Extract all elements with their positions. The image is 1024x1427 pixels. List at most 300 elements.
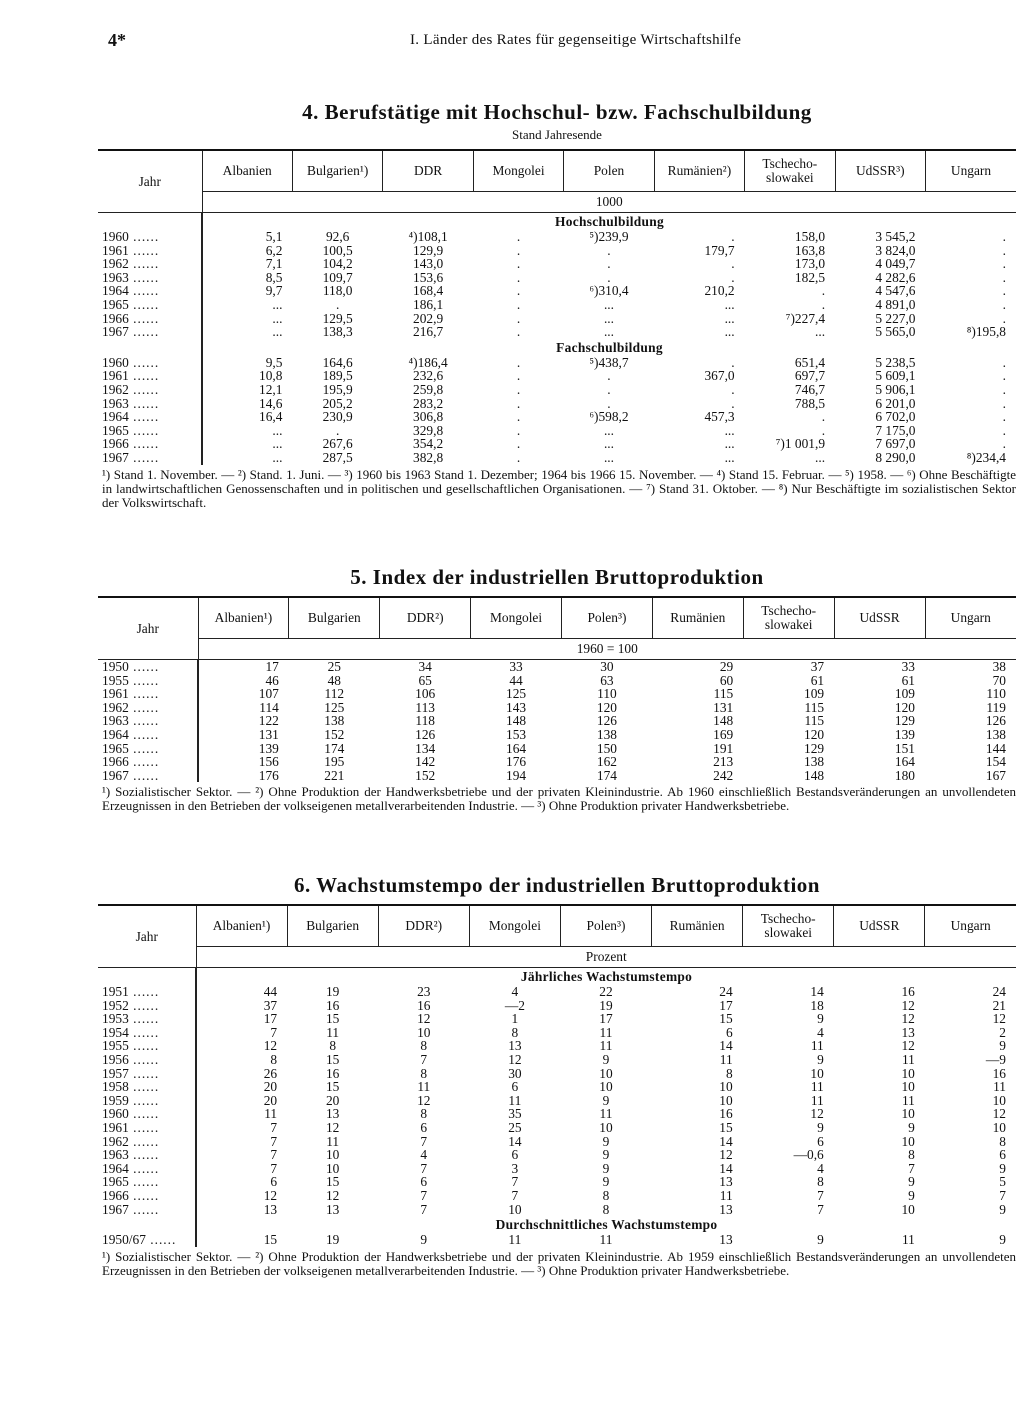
table-cell: 10 bbox=[810, 1065, 824, 1081]
header-row bbox=[98, 597, 1016, 639]
table-cell: . bbox=[731, 354, 735, 370]
table-cell: 11 bbox=[810, 1092, 824, 1108]
table-cell: 746,7 bbox=[794, 381, 826, 397]
table-cell: 20 bbox=[325, 1092, 340, 1108]
table-section-6 bbox=[98, 873, 1016, 1278]
year-label: 1960 bbox=[102, 229, 129, 244]
table-cell: 9 bbox=[817, 1011, 824, 1027]
year-cell bbox=[98, 1233, 196, 1247]
table-cell: . bbox=[1002, 310, 1006, 326]
table-cell: 25 bbox=[327, 659, 341, 674]
table-cell: 9 bbox=[602, 1174, 610, 1190]
footnotes: ¹) Sozialistischer Sektor. — ²) Ohne Produktion der Handwerksbetriebe und der privaten Kleinindustrie. Ab 1960 einschließlich Bestandsveränderungen an unvollendeten Erzeugnissen in den Betrieben der volkseigenen metallverarbeitenden Industrie. — ³) Ohne Produktion privater Handwerksbetriebe. bbox=[102, 784, 1016, 814]
table-cell: ⁷)1 001,9 bbox=[775, 436, 826, 452]
table-cell: 34 bbox=[418, 659, 432, 674]
table-cell: 129 bbox=[894, 713, 915, 729]
table-row bbox=[98, 437, 1016, 451]
group-heading-row bbox=[98, 968, 1016, 986]
table-cell: 6 bbox=[270, 1174, 278, 1190]
table-cell: 7 bbox=[420, 1160, 428, 1176]
table-cell: —2 bbox=[504, 997, 525, 1013]
table-cell: 10 bbox=[901, 1079, 915, 1095]
table-row bbox=[98, 714, 1016, 728]
table-cell: 4 bbox=[817, 1160, 824, 1176]
column-header: Ungarn bbox=[925, 597, 1016, 639]
table-cell: . bbox=[516, 381, 521, 397]
table-cell: 138 bbox=[985, 726, 1006, 742]
table-cell: 4 bbox=[817, 1024, 824, 1040]
table-cell: 35 bbox=[508, 1106, 522, 1122]
table-cell: 6,2 bbox=[265, 242, 283, 258]
table-cell: 180 bbox=[894, 767, 915, 783]
table-cell: 33 bbox=[901, 659, 915, 674]
leader-dots: ...... bbox=[128, 726, 160, 742]
leader-dots: ...... bbox=[128, 1051, 160, 1067]
unit-label: 1000 bbox=[202, 192, 1016, 213]
column-header: Rumänien bbox=[652, 597, 743, 639]
table-cell: 7 bbox=[420, 1051, 428, 1067]
table-cell: . bbox=[516, 395, 521, 411]
year-label: 1962 bbox=[102, 381, 129, 397]
table-row bbox=[98, 701, 1016, 715]
table-cell: 10,8 bbox=[259, 368, 283, 384]
table-cell: 120 bbox=[894, 699, 915, 715]
table-cell: 179,7 bbox=[704, 242, 735, 258]
table-cell: 7 697,0 bbox=[875, 436, 916, 452]
table-cell: 7 bbox=[270, 1133, 278, 1149]
table-cell: 12 bbox=[719, 1147, 733, 1163]
table-section-4 bbox=[98, 100, 1016, 510]
leader-dots: ...... bbox=[128, 1119, 160, 1135]
table-row bbox=[98, 1053, 1016, 1067]
table-row bbox=[98, 271, 1016, 285]
table-cell: 287,5 bbox=[322, 449, 353, 465]
table-cell: 29 bbox=[719, 659, 734, 674]
table-cell: 9 bbox=[602, 1147, 610, 1163]
table-cell: . bbox=[607, 242, 611, 258]
table-cell: 14,6 bbox=[259, 395, 283, 411]
table-cell: 143,0 bbox=[413, 256, 444, 272]
table-row bbox=[98, 284, 1016, 298]
table-cell: 12 bbox=[992, 1106, 1006, 1122]
table-cell: . bbox=[516, 368, 521, 384]
table-cell: 9 bbox=[908, 1119, 915, 1135]
table-cell: 14 bbox=[719, 1038, 733, 1054]
year-cell bbox=[98, 1203, 196, 1217]
table-cell: 25 bbox=[508, 1119, 522, 1135]
table-cell: 10 bbox=[508, 1201, 522, 1217]
year-label: 1963 bbox=[102, 1147, 129, 1163]
year-label: 1964 bbox=[102, 409, 129, 425]
year-cell bbox=[98, 1094, 196, 1108]
table-cell: . bbox=[607, 381, 611, 397]
column-header: Tschecho-slowakei bbox=[745, 150, 835, 192]
year-label: 1964 bbox=[102, 1160, 129, 1176]
table-row bbox=[98, 1233, 1016, 1247]
table-cell: 13 bbox=[263, 1201, 278, 1217]
table-cell: 131 bbox=[713, 699, 734, 715]
table-cell: 15 bbox=[325, 1079, 340, 1095]
table-cell: ... bbox=[603, 324, 614, 340]
table-cell: 138 bbox=[804, 754, 825, 770]
table-cell: . bbox=[1002, 381, 1006, 397]
table-cell: 9 bbox=[908, 1174, 915, 1190]
table-cell: 164 bbox=[506, 740, 527, 756]
table-row bbox=[98, 397, 1016, 411]
page-number: 4* bbox=[108, 30, 126, 50]
year-cell bbox=[98, 339, 202, 356]
table-cell: 70 bbox=[992, 672, 1006, 688]
table-cell: 122 bbox=[258, 713, 279, 729]
table-cell: 16 bbox=[901, 984, 915, 999]
table-cell: 19 bbox=[599, 997, 613, 1013]
table-cell: 11 bbox=[508, 1092, 522, 1108]
table-cell: 17 bbox=[719, 997, 733, 1013]
table-cell: 16,4 bbox=[259, 409, 283, 425]
column-header: Mongolei bbox=[469, 905, 560, 947]
table-cell: 11 bbox=[417, 1079, 431, 1095]
table-cell: 12 bbox=[325, 1187, 340, 1203]
table-cell: ⁸)195,8 bbox=[966, 324, 1006, 340]
table-cell: . bbox=[335, 296, 340, 312]
year-cell bbox=[98, 968, 196, 986]
table-cell: ⁵)438,7 bbox=[589, 354, 629, 370]
table-cell: 10 bbox=[325, 1160, 340, 1176]
table-cell: ... bbox=[603, 310, 614, 326]
table-cell: 9 bbox=[602, 1051, 610, 1067]
table-cell: 8,5 bbox=[265, 269, 283, 285]
year-label: 1950 bbox=[102, 659, 129, 674]
table-cell: ... bbox=[815, 324, 826, 340]
table-cell: 144 bbox=[985, 740, 1006, 756]
leader-dots: ...... bbox=[128, 713, 160, 729]
year-cell bbox=[98, 714, 198, 728]
leader-dots: ...... bbox=[128, 381, 160, 397]
table-cell: 9 bbox=[999, 1160, 1006, 1176]
table-cell: 12 bbox=[992, 1011, 1006, 1027]
table-cell: 4 282,6 bbox=[875, 269, 916, 285]
table-cell: 104,2 bbox=[322, 256, 353, 272]
year-label: 1962 bbox=[102, 699, 129, 715]
table-cell: 118,0 bbox=[322, 283, 353, 299]
leader-dots: ...... bbox=[128, 1106, 160, 1122]
table-cell: 3 545,2 bbox=[875, 229, 916, 244]
table-cell: . bbox=[821, 422, 826, 438]
table-cell: 125 bbox=[324, 699, 345, 715]
table-cell: 173,0 bbox=[794, 256, 826, 272]
table-cell: 11 bbox=[599, 1024, 613, 1040]
table-cell: 10 bbox=[325, 1147, 340, 1163]
leader-dots: ...... bbox=[128, 1038, 160, 1054]
table-cell: 12 bbox=[417, 1011, 431, 1027]
table-cell: 195 bbox=[324, 754, 345, 770]
table-cell: 9 bbox=[908, 1187, 915, 1203]
table-cell: 4 bbox=[511, 984, 519, 999]
year-cell bbox=[98, 1148, 196, 1162]
leader-dots: ...... bbox=[128, 1133, 160, 1149]
table-cell: 5,1 bbox=[265, 229, 283, 244]
table-cell: 4 049,7 bbox=[875, 256, 916, 272]
table-cell: 13 bbox=[508, 1038, 522, 1054]
table-cell: 9 bbox=[602, 1133, 610, 1149]
leader-dots: ...... bbox=[128, 368, 160, 384]
year-cell bbox=[98, 383, 202, 397]
table-cell: 126 bbox=[596, 713, 617, 729]
table-cell: . bbox=[821, 283, 826, 299]
column-header: Rumänien bbox=[652, 905, 743, 947]
table-cell: 15 bbox=[325, 1174, 340, 1190]
table-cell: 37 bbox=[263, 997, 278, 1013]
table-cell: 9,7 bbox=[265, 283, 283, 299]
table-cell: 283,2 bbox=[413, 395, 444, 411]
table-cell: . bbox=[516, 269, 521, 285]
column-header: Rumänien²) bbox=[654, 150, 744, 192]
table-cell: 115 bbox=[713, 686, 734, 702]
year-label: 1965 bbox=[102, 296, 129, 312]
table-cell: 129,5 bbox=[322, 310, 353, 326]
table-cell: 38 bbox=[992, 659, 1006, 674]
column-header: Polen³) bbox=[560, 905, 651, 947]
table-cell: 6 bbox=[999, 1147, 1006, 1163]
table-cell: 139 bbox=[258, 740, 279, 756]
table-cell: ... bbox=[603, 296, 614, 312]
table-cell: 9 bbox=[602, 1160, 610, 1176]
table-cell: 10 bbox=[599, 1079, 613, 1095]
group-heading: Hochschulbildung bbox=[555, 214, 664, 229]
table-cell: 115 bbox=[804, 713, 825, 729]
table-cell: 15 bbox=[325, 1051, 340, 1067]
table-cell: ⁸)234,4 bbox=[966, 449, 1006, 465]
table-cell: 9 bbox=[999, 1201, 1006, 1217]
table-cell: 11 bbox=[719, 1187, 733, 1203]
table-cell: 138 bbox=[324, 713, 345, 729]
table-cell: 10 bbox=[992, 1119, 1006, 1135]
table-row bbox=[98, 1148, 1016, 1162]
year-cell bbox=[98, 1053, 196, 1067]
year-cell bbox=[98, 284, 202, 298]
table-cell: 5 609,1 bbox=[875, 368, 916, 384]
year-label: 1963 bbox=[102, 269, 129, 285]
leader-dots: ...... bbox=[128, 1187, 160, 1203]
year-cell bbox=[98, 701, 198, 715]
column-header-year: Jahr bbox=[98, 150, 202, 213]
table-cell: 8 bbox=[725, 1065, 733, 1081]
year-cell bbox=[98, 271, 202, 285]
table-cell: 112 bbox=[324, 686, 345, 702]
table-cell: 15 bbox=[325, 1011, 340, 1027]
table-cell: 186,1 bbox=[413, 296, 444, 312]
table-cell: . bbox=[821, 409, 826, 425]
table-cell: 242 bbox=[713, 767, 734, 783]
leader-dots: ...... bbox=[128, 1079, 160, 1095]
table-cell: 11 bbox=[599, 1106, 613, 1122]
table-row bbox=[98, 451, 1016, 465]
table-cell: . bbox=[516, 354, 521, 370]
table-cell: 10 bbox=[901, 1106, 915, 1122]
year-label: 1961 bbox=[102, 686, 129, 702]
year-cell bbox=[98, 999, 196, 1013]
table-row bbox=[98, 244, 1016, 258]
unit-label: Prozent bbox=[196, 947, 1016, 968]
year-cell bbox=[98, 410, 202, 424]
table-cell: 788,5 bbox=[794, 395, 826, 411]
year-cell bbox=[98, 230, 202, 244]
table-row bbox=[98, 1135, 1016, 1149]
table-cell: 48 bbox=[327, 672, 341, 688]
table-cell: 11 bbox=[993, 1079, 1006, 1095]
leader-dots: ...... bbox=[128, 422, 160, 438]
table-cell: 118 bbox=[415, 713, 435, 729]
year-cell bbox=[98, 1039, 196, 1053]
year-cell bbox=[98, 356, 202, 370]
table-cell: ⁶)598,2 bbox=[589, 409, 629, 425]
table-cell: . bbox=[516, 409, 521, 425]
table-cell: 154 bbox=[985, 754, 1006, 770]
table-cell: 33 bbox=[509, 659, 523, 674]
year-label: 1955 bbox=[102, 672, 129, 688]
table-cell: 259,8 bbox=[413, 381, 444, 397]
table-title: 5. Index der industriellen Bruttoproduktion bbox=[350, 565, 764, 589]
column-header: UdSSR bbox=[834, 597, 925, 639]
year-label: 1967 bbox=[102, 324, 129, 340]
year-label: 1963 bbox=[102, 395, 129, 411]
table-cell: ⁴)108,1 bbox=[408, 229, 448, 244]
year-cell bbox=[98, 755, 198, 769]
unit-row bbox=[98, 639, 1016, 660]
table-cell: 11 bbox=[901, 1232, 915, 1248]
table-cell: 15 bbox=[719, 1011, 733, 1027]
year-label: 1957 bbox=[102, 1065, 129, 1081]
leader-dots: ...... bbox=[145, 1232, 177, 1248]
table-cell: 11 bbox=[264, 1106, 278, 1122]
table-cell: 153 bbox=[506, 726, 527, 742]
footnotes: ¹) Sozialistischer Sektor. — ²) Ohne Produktion der Handwerksbetriebe und der privaten Kleinindustrie. Ab 1959 einschließlich Bestandsveränderungen an unvollendeten Erzeugnissen in den Betrieben der volkseigenen metallverarbeitenden Industrie. — ³) Ohne Produktion privater Handwerksbetriebe. bbox=[102, 1248, 1016, 1278]
year-label: 1967 bbox=[102, 449, 129, 465]
table-cell: 4 547,6 bbox=[875, 283, 916, 299]
data-table bbox=[98, 596, 1016, 782]
leader-dots: ...... bbox=[128, 740, 160, 756]
table-cell: . bbox=[607, 256, 611, 272]
leader-dots: ...... bbox=[128, 672, 160, 688]
table-cell: 6 bbox=[725, 1024, 733, 1040]
table-row bbox=[98, 1067, 1016, 1081]
table-cell: 164 bbox=[894, 754, 915, 770]
leader-dots: ...... bbox=[128, 699, 160, 715]
table-cell: 6 bbox=[817, 1133, 824, 1149]
table-cell: 167 bbox=[985, 767, 1006, 783]
table-cell: . bbox=[516, 242, 521, 258]
leader-dots: ...... bbox=[128, 997, 160, 1013]
table-row bbox=[98, 312, 1016, 326]
leader-dots: ...... bbox=[128, 767, 160, 783]
table-cell: 7 175,0 bbox=[875, 422, 916, 438]
column-header: UdSSR bbox=[834, 905, 925, 947]
table-cell: . bbox=[1002, 283, 1006, 299]
table-cell: 8 bbox=[420, 1106, 428, 1122]
year-cell bbox=[98, 728, 198, 742]
table-cell: 11 bbox=[901, 1092, 915, 1108]
table-row bbox=[98, 1203, 1016, 1217]
leader-dots: ...... bbox=[128, 754, 160, 770]
year-label: 1967 bbox=[102, 767, 129, 783]
leader-dots: ...... bbox=[128, 436, 160, 452]
table-cell: 10 bbox=[901, 1201, 915, 1217]
year-cell bbox=[98, 674, 198, 688]
table-cell: 15 bbox=[263, 1232, 278, 1248]
table-cell: 19 bbox=[325, 1232, 340, 1248]
leader-dots: ...... bbox=[128, 984, 160, 999]
table-cell: 176 bbox=[258, 767, 279, 783]
leader-dots: ...... bbox=[128, 409, 160, 425]
table-cell: 9 bbox=[999, 1232, 1006, 1248]
table-cell: 21 bbox=[992, 997, 1006, 1013]
group-heading-row bbox=[98, 1216, 1016, 1233]
table-cell: 11 bbox=[508, 1232, 522, 1248]
year-cell bbox=[98, 742, 198, 756]
unit-row bbox=[98, 947, 1016, 968]
table-cell: 162 bbox=[596, 754, 617, 770]
table-cell: 9 bbox=[817, 1232, 824, 1248]
table-cell: . bbox=[731, 381, 735, 397]
table-cell: 13 bbox=[901, 1024, 915, 1040]
year-label: 1961 bbox=[102, 1119, 129, 1135]
data-table bbox=[98, 904, 1016, 1247]
table-cell: 37 bbox=[810, 659, 825, 674]
year-label: 1955 bbox=[102, 1038, 129, 1054]
table-cell: 651,4 bbox=[794, 354, 826, 370]
table-cell: ... bbox=[272, 324, 283, 340]
leader-dots: ...... bbox=[128, 269, 160, 285]
table-cell: 202,9 bbox=[413, 310, 444, 326]
table-cell: 46 bbox=[265, 672, 279, 688]
leader-dots: ...... bbox=[128, 449, 160, 465]
column-header: Albanien¹) bbox=[198, 597, 289, 639]
table-cell: . bbox=[1002, 229, 1006, 244]
table-cell: 24 bbox=[992, 984, 1006, 999]
column-header: DDR²) bbox=[380, 597, 471, 639]
table-cell: 16 bbox=[719, 1106, 733, 1122]
year-cell bbox=[98, 1162, 196, 1176]
table-cell: 367,0 bbox=[704, 368, 735, 384]
table-cell: ... bbox=[724, 324, 735, 340]
group-heading: Fachschulbildung bbox=[556, 339, 663, 355]
table-cell: 16 bbox=[417, 997, 431, 1013]
leader-dots: ...... bbox=[128, 1024, 160, 1040]
table-cell: 139 bbox=[894, 726, 915, 742]
table-cell: 114 bbox=[259, 699, 279, 715]
table-title: 6. Wachstumstempo der industriellen Bruttoproduktion bbox=[294, 873, 820, 897]
table-cell: 150 bbox=[596, 740, 617, 756]
column-header: Mongolei bbox=[471, 597, 562, 639]
leader-dots: ...... bbox=[128, 659, 160, 674]
year-cell bbox=[98, 437, 202, 451]
table-row bbox=[98, 325, 1016, 339]
year-label: 1966 bbox=[102, 436, 129, 452]
year-label: 1952 bbox=[102, 997, 129, 1013]
table-cell: 44 bbox=[263, 984, 278, 999]
column-header: DDR²) bbox=[378, 905, 469, 947]
year-cell bbox=[98, 1107, 196, 1121]
table-cell: 354,2 bbox=[413, 436, 444, 452]
table-cell: 113 bbox=[415, 699, 435, 715]
table-row bbox=[98, 985, 1016, 999]
year-cell bbox=[98, 369, 202, 383]
table-cell: 7 bbox=[270, 1024, 278, 1040]
table-cell: . bbox=[516, 296, 521, 312]
table-cell: ... bbox=[724, 310, 735, 326]
table-cell: 9 bbox=[817, 1051, 824, 1067]
table-cell: . bbox=[516, 324, 521, 340]
